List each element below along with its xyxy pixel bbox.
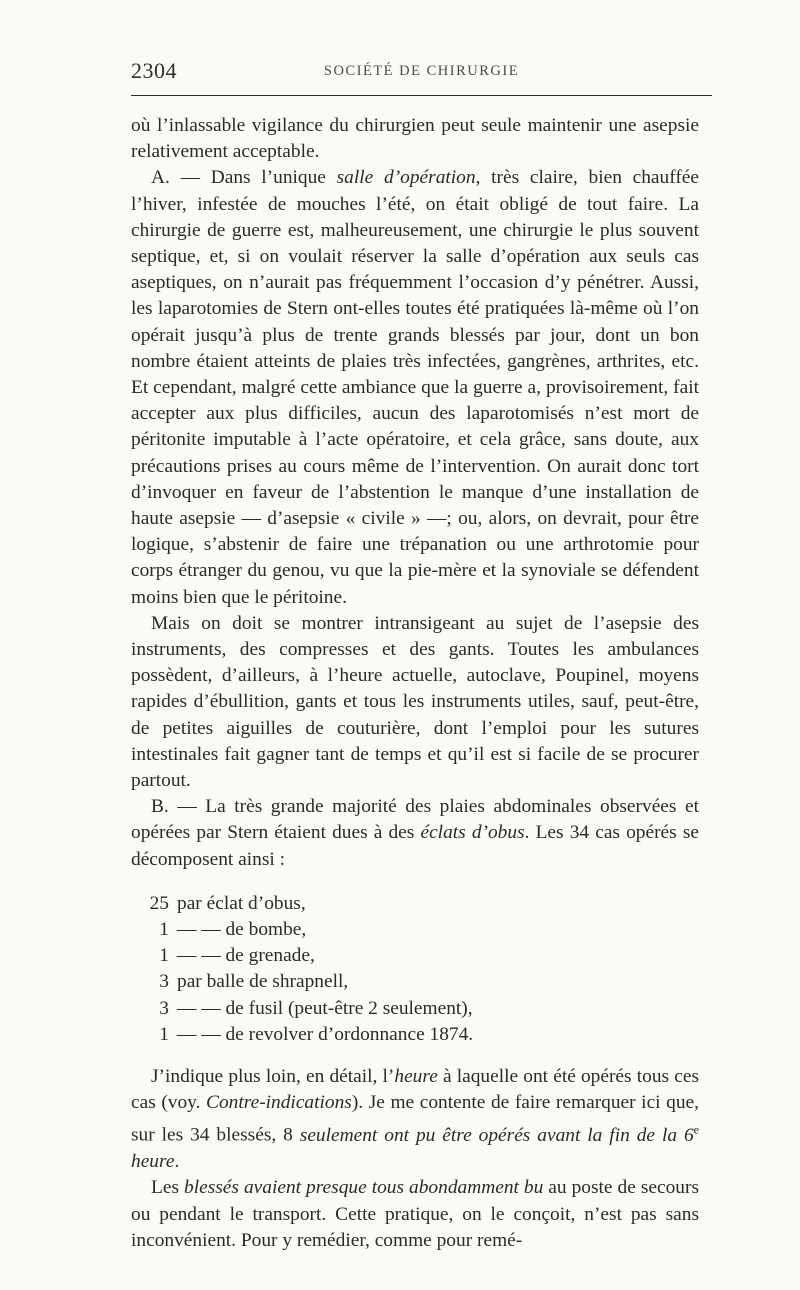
list-item-count: 25 [149,892,169,914]
list-item-text: par éclat d’obus, [177,892,306,914]
paragraph-6-text-b: au poste de secours ou pendant le transport. Cette pratique, on le conçoit, n’est pas sans inconvénient. Pour y remédier, comme pour remé- [131,1177,699,1251]
running-title: SOCIÉTÉ DE CHIRURGIE [323,63,520,79]
paragraph-5-italic-c-end: heure [131,1151,175,1173]
paragraph-5-text-a: J’indique plus loin, en détail, l’ [151,1066,395,1088]
paragraph-3-text: Mais on doit se montrer intransigeant au sujet de l’asepsie des instruments, des compresses et des gants. Toutes les ambulances possèdent, d’ailleurs, à l’heure actuelle, autoclave, Poupinel, moyens rapides d’ébullition, gants et tous les instruments utiles, sauf, peut-être, de petites aiguilles de couturière, dont l’emploi pour les sutures intestinales fait gagner tant de temps et qu’il est si facile de se procurer partout. [131,612,699,792]
paragraph-5-italic-a: heure [394,1066,438,1088]
list-item-count: 1 [159,945,169,967]
list-item-text: par balle de shrapnell, [177,971,349,993]
list-item-text: — — de revolver d’ordonnance 1874. [177,1023,474,1045]
paragraph-1 [131,113,699,165]
paragraph-4-text-b: . Les 34 cas opérés se décomposent ainsi : [131,822,699,870]
list-item-text: — — de fusil (peut-être 2 seulement), [177,997,473,1019]
list-item [131,1022,699,1048]
case-list [131,891,699,1048]
paragraph-2-text-b: , très claire, bien chauffée l’hiver, infestée de mouches l’été, on était obligé de tout faire. La chirurgie de guerre est, malheureusement, une chirurgie le plus souvent septique, et, si on voulait réserver la salle d’opération aux seuls cas aseptiques, on n’aurait pas fréquemment l’occasion d’y pénétrer. Aussi, les laparotomies de Stern ont-elles toutes été pratiquées là-même où l’on opérait jusqu’à plus de trente grands blessés par jour, dont un bon nombre étaient atteints de plaies très infectées, gangrènes, arthrites, etc. Et cependant, malgré cette ambiance que la guerre a, provisoirement, fait accepter aux plus difficiles, aucun des laparotomisés n’est mort de péritonite imputable à l’acte opératoire, et cela grâce, sans doute, aux précautions prises au cours même de l’intervention. On aurait donc tort d’invoquer en faveur de l’abstention le manque d’une installation de haute asepsie — d’asepsie « civile » —; ou, alors, on devrait, pour être logique, s’abstenir de faire une trépanation ou une arthrotomie pour corps étranger du genou, vu que la pie-mère et la synoviale se défendent moins bien que le péritoine. [131,167,699,608]
page-number: 2304 [131,58,177,83]
paragraph-2 [131,165,699,610]
paragraph-4-text-a: B. — La très grande majorité des plaies abdominales observées et opérées par Stern étaient dues à des [131,796,699,844]
paragraph-5 [131,1064,699,1175]
list-item [131,891,699,917]
paragraph-1-text: où l’inlassable vigilance du chirurgien peut seule maintenir une asepsie relativement acceptable. [131,115,699,163]
body-text [131,113,699,1254]
paragraph-5-italic-b: Contre-indications [206,1092,352,1114]
paragraph-2-text-a: A. — Dans l’unique [151,167,337,189]
paragraph-6-text-a: Les [151,1177,185,1199]
superscript: e [693,1122,699,1137]
paragraph-5-text-d: . [174,1151,180,1173]
list-item-count: 1 [159,1023,169,1045]
paragraph-4 [131,794,699,873]
list-item [131,996,699,1022]
page-header [131,58,712,88]
list-item-count: 3 [159,997,169,1019]
paragraph-4-italic: éclats d’obus [420,822,525,844]
list-item [131,943,699,969]
list-item [131,969,699,995]
paragraph-5-italic-c-text: seulement ont pu être opérés avant la fin de la 6 [299,1124,694,1146]
paragraph-6-italic: blessés avaient presque tous abondamment bu [184,1177,544,1199]
paragraph-2-italic: salle d’opération [336,167,476,189]
list-item-count: 1 [159,919,169,941]
paragraph-5-text-c: ). Je me contente de faire remarquer ici que, sur les 34 blessés, 8 [131,1092,699,1146]
paragraph-3 [131,611,699,794]
paragraph-5-text-b: à laquelle ont été opérés tous ces cas (voy. [131,1066,699,1114]
header-rule [131,95,712,96]
list-item-text: — — de grenade, [177,945,315,967]
paragraph-6 [131,1175,699,1254]
list-item-count: 3 [159,971,169,993]
list-item [131,917,699,943]
list-item-text: — — de bombe, [177,919,307,941]
